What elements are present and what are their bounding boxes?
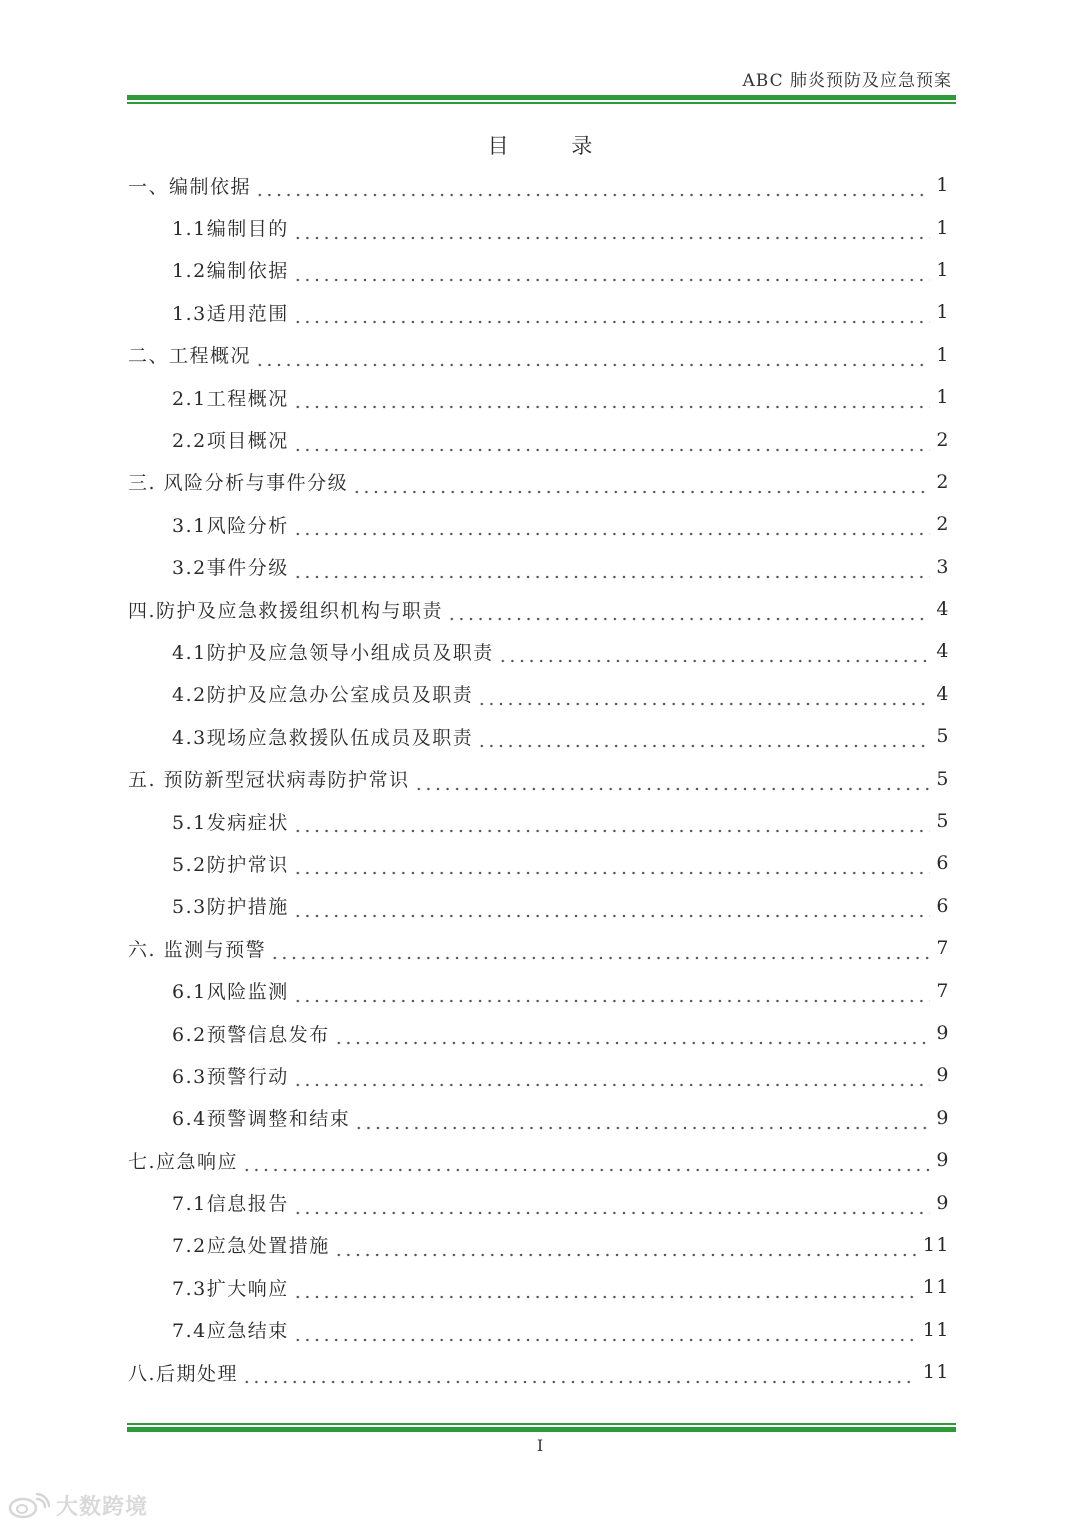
toc-dot-leader	[293, 1279, 917, 1299]
toc-dot-leader	[242, 1152, 930, 1172]
toc-entry-page: 9	[936, 1106, 950, 1129]
toc-subsection-entry[interactable]	[128, 630, 950, 672]
toc-entry-page: 4	[936, 640, 950, 663]
toc-subsection-entry[interactable]	[128, 1012, 950, 1054]
toc-entry-text: 六. 监测与预警	[128, 938, 267, 961]
toc-dot-leader	[293, 559, 931, 579]
weibo-logo-icon	[8, 1493, 50, 1519]
toc-subsection-entry[interactable]	[128, 1054, 950, 1096]
toc-dot-leader	[477, 686, 930, 706]
toc-subsection-entry[interactable]	[128, 503, 950, 545]
toc-dot-leader	[293, 262, 931, 282]
toc-subsection-entry[interactable]	[128, 1266, 950, 1308]
toc-entry-text: 7.2应急处置措施	[172, 1235, 330, 1258]
toc-entry-text: 1.1编制目的	[172, 218, 289, 241]
toc-entry-page: 2	[936, 428, 950, 451]
header-title: ABC 肺炎预防及应急预案	[742, 71, 952, 91]
toc-section-entry[interactable]	[128, 757, 950, 799]
toc-entry-page: 1	[936, 343, 950, 366]
toc-entry-text: 二、工程概况	[128, 345, 252, 368]
toc-dot-leader	[293, 1195, 931, 1215]
table-of-contents	[128, 164, 950, 1393]
toc-dot-leader	[293, 304, 931, 324]
toc-section-entry[interactable]	[128, 1351, 950, 1393]
toc-dot-leader	[293, 813, 931, 833]
toc-entry-page: 9	[936, 1022, 950, 1044]
toc-dot-leader	[293, 855, 931, 875]
toc-entry-page: 6	[936, 894, 950, 917]
page-number: I	[536, 1436, 544, 1455]
toc-entry-text: 6.2预警信息发布	[172, 1023, 330, 1046]
toc-section-entry[interactable]	[128, 588, 950, 630]
toc-section-entry[interactable]	[128, 461, 950, 503]
toc-entry-text: 1.2编制依据	[172, 260, 289, 283]
toc-section-entry[interactable]	[128, 1139, 950, 1181]
toc-entry-text: 7.3扩大响应	[172, 1277, 289, 1300]
toc-entry-text: 五. 预防新型冠状病毒防护常识	[128, 769, 410, 792]
toc-entry-text: 5.1发病症状	[172, 811, 289, 834]
toc-dot-leader	[447, 601, 930, 621]
toc-entry-page: 7	[936, 979, 950, 1002]
toc-entry-page: 5	[936, 767, 950, 790]
toc-subsection-entry[interactable]	[128, 673, 950, 715]
toc-entry-text: 5.2防护常识	[172, 853, 289, 876]
footer-rule	[127, 1423, 956, 1432]
toc-entry-text: 6.3预警行动	[172, 1065, 289, 1088]
toc-dot-leader	[293, 1067, 931, 1087]
toc-dot-leader	[352, 474, 930, 494]
toc-entry-page: 1	[936, 258, 950, 281]
toc-entry-page: 3	[936, 555, 950, 578]
toc-dot-leader	[293, 898, 931, 918]
toc-subsection-entry[interactable]	[128, 1097, 950, 1139]
header-rule-thick	[127, 95, 956, 100]
toc-dot-leader	[255, 347, 930, 367]
toc-entry-text: 4.3现场应急救援队伍成员及职责	[172, 726, 474, 749]
toc-entry-text: 七.应急响应	[128, 1150, 239, 1173]
toc-entry-text: 6.1风险监测	[172, 981, 289, 1004]
toc-dot-leader	[293, 983, 931, 1003]
toc-entry-text: 八.后期处理	[128, 1362, 239, 1385]
toc-dot-leader	[293, 389, 931, 409]
toc-dot-leader	[293, 432, 931, 452]
toc-entry-page: 4	[936, 682, 950, 705]
toc-dot-leader	[477, 728, 930, 748]
toc-dot-leader	[354, 1110, 930, 1130]
header-rule	[127, 95, 956, 104]
toc-entry-text: 2.1工程概况	[172, 387, 289, 410]
toc-entry-page: 11	[922, 1361, 950, 1384]
toc-entry-page: 1	[936, 174, 950, 197]
toc-entry-text: 6.4预警调整和结束	[172, 1108, 351, 1131]
toc-entry-text: 7.1信息报告	[172, 1193, 289, 1216]
toc-entry-page: 2	[936, 470, 950, 493]
toc-entry-text: 3.1风险分析	[172, 514, 289, 537]
toc-subsection-entry[interactable]	[128, 969, 950, 1011]
toc-dot-leader	[255, 177, 930, 197]
toc-dot-leader	[498, 643, 931, 663]
watermark	[8, 1490, 148, 1521]
toc-entry-text: 2.2项目概况	[172, 430, 289, 453]
toc-dot-leader	[242, 1364, 917, 1384]
toc-dot-leader	[414, 771, 931, 791]
footer-rule-thin	[127, 1423, 956, 1425]
toc-subsection-entry[interactable]	[128, 842, 950, 884]
toc-subsection-entry[interactable]	[128, 715, 950, 757]
toc-entry-page: 9	[936, 1149, 950, 1172]
toc-entry-page: 1	[936, 301, 950, 324]
toc-entry-text: 一、编制依据	[128, 175, 252, 198]
toc-section-entry[interactable]	[128, 927, 950, 969]
toc-entry-page: 9	[936, 1191, 950, 1214]
toc-dot-leader	[293, 516, 931, 536]
toc-title: 目 录	[487, 134, 621, 158]
toc-entry-text: 1.3适用范围	[172, 302, 289, 325]
toc-entry-page: 11	[922, 1233, 950, 1256]
toc-entry-text: 4.1防护及应急领导小组成员及职责	[172, 641, 494, 664]
toc-dot-leader	[334, 1237, 917, 1257]
toc-section-entry[interactable]	[128, 164, 950, 206]
toc-subsection-entry[interactable]	[128, 291, 950, 333]
toc-entry-text: 4.2防护及应急办公室成员及职责	[172, 684, 474, 707]
footer-rule-thick	[127, 1427, 956, 1432]
toc-entry-text: 四.防护及应急救援组织机构与职责	[128, 599, 444, 622]
toc-entry-text: 7.4应急结束	[172, 1320, 289, 1343]
toc-entry-page: 6	[936, 852, 950, 875]
toc-subsection-entry[interactable]	[128, 206, 950, 248]
toc-dot-leader	[293, 1322, 917, 1342]
toc-entry-text: 3.2事件分级	[172, 557, 289, 580]
toc-entry-text: 5.3防护措施	[172, 896, 289, 919]
toc-entry-text: 三. 风险分析与事件分级	[128, 472, 349, 495]
toc-entry-page: 7	[936, 937, 950, 960]
toc-entry-page: 5	[936, 725, 950, 748]
toc-subsection-entry[interactable]	[128, 885, 950, 927]
toc-subsection-entry[interactable]	[128, 418, 950, 460]
toc-entry-page: 5	[936, 810, 950, 833]
toc-entry-page: 9	[936, 1064, 950, 1087]
toc-entry-page: 2	[936, 513, 950, 536]
toc-entry-page: 1	[936, 386, 950, 409]
toc-subsection-entry[interactable]	[128, 546, 950, 588]
toc-entry-page: 1	[936, 216, 950, 239]
toc-dot-leader	[334, 1025, 931, 1045]
toc-entry-page: 11	[922, 1318, 950, 1341]
toc-subsection-entry[interactable]	[128, 376, 950, 418]
header-rule-thin	[127, 102, 956, 104]
toc-dot-leader	[270, 940, 930, 960]
toc-subsection-entry[interactable]	[128, 1224, 950, 1266]
toc-entry-page: 11	[922, 1276, 950, 1299]
toc-entry-page: 4	[936, 598, 950, 621]
toc-subsection-entry[interactable]	[128, 800, 950, 842]
toc-subsection-entry[interactable]	[128, 1181, 950, 1223]
toc-subsection-entry[interactable]	[128, 1309, 950, 1351]
toc-dot-leader	[293, 220, 931, 240]
toc-subsection-entry[interactable]	[128, 249, 950, 291]
watermark-text: 大数跨境	[56, 1495, 149, 1520]
toc-section-entry[interactable]	[128, 334, 950, 376]
